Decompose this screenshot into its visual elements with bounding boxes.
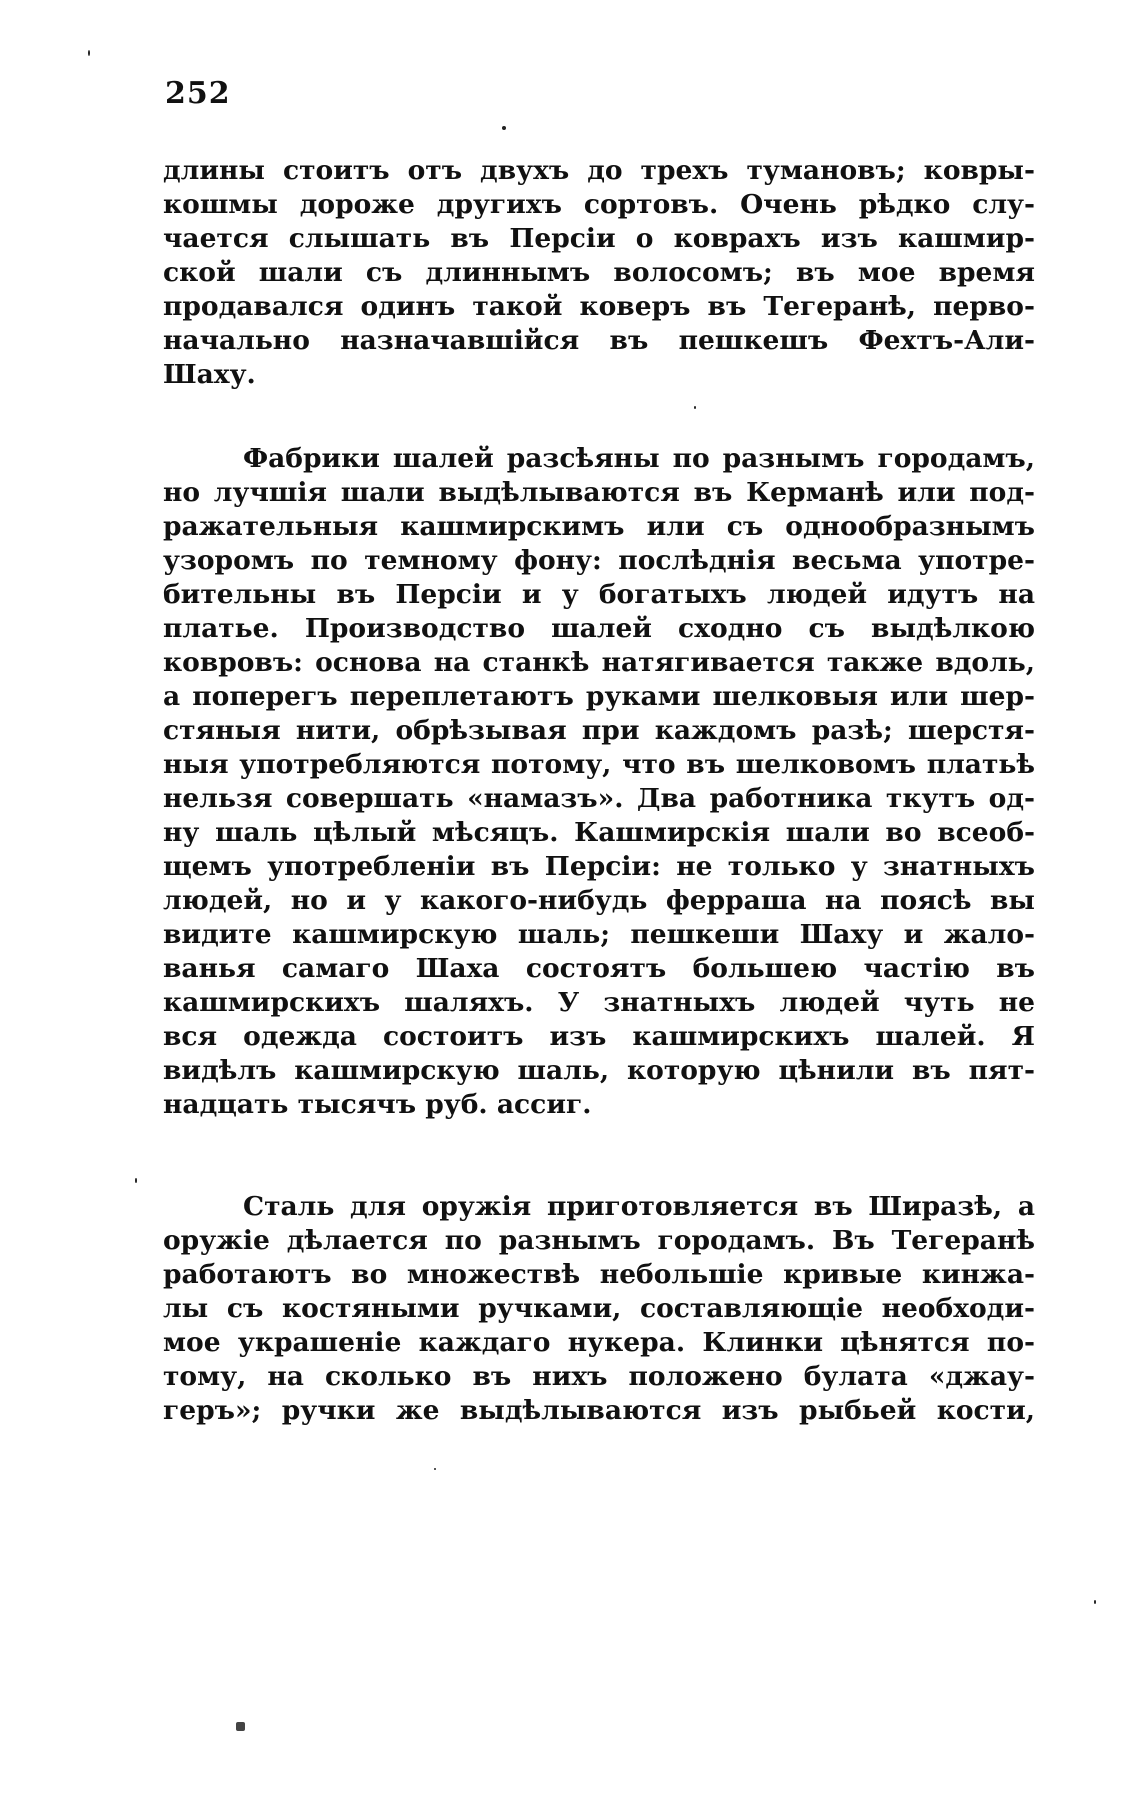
text-line: лы съ костяными ручками, составляющіе необходи- [163, 1293, 1035, 1324]
text-line: надцать тысячъ руб. ассиг. [163, 1089, 592, 1120]
text-line: кошмы дороже другихъ сортовъ. Очень рѣдко слу- [163, 189, 1035, 220]
scan-speck [236, 1722, 245, 1731]
text-line: людей, но и у какого-нибудь ферраша на поясѣ вы [163, 885, 1035, 916]
text-line: ской шали съ длиннымъ волосомъ; въ мое время [163, 257, 1035, 288]
text-line: ковровъ: основа на станкѣ натягивается также вдоль, [163, 647, 1035, 678]
text-line: Сталь для оружія приготовляется въ Ширазѣ, а [243, 1191, 1035, 1222]
text-line: бительны въ Персіи и у богатыхъ людей идутъ на [163, 579, 1035, 610]
text-line: стяныя нити, обрѣзывая при каждомъ разѣ; шерстя- [163, 715, 1035, 746]
scan-speck [694, 406, 696, 409]
scan-speck [88, 50, 90, 56]
text-line: тому, на сколько въ нихъ положено булата «джау- [163, 1361, 1035, 1392]
text-line: узоромъ по темному фону: послѣднія весьма употре- [163, 545, 1035, 576]
text-line: длины стоитъ отъ двухъ до трехъ тумановъ; ковры- [163, 155, 1035, 186]
scan-speck [135, 1178, 137, 1183]
text-line: вся одежда состоитъ изъ кашмирскихъ шалей. Я [163, 1021, 1035, 1052]
text-line: ванья самаго Шаха состоятъ большею частію въ [163, 953, 1035, 984]
scan-speck [434, 1468, 436, 1470]
text-line: ражательныя кашмирскимъ или съ однообразнымъ [163, 511, 1035, 542]
text-line: но лучшія шали выдѣлываются въ Керманѣ или под- [163, 477, 1035, 508]
text-line: а поперегъ переплетаютъ руками шелковыя или шер- [163, 681, 1035, 712]
paragraph-1 [163, 154, 1035, 392]
text-line: чается слышать въ Персіи о коврахъ изъ кашмир- [163, 223, 1035, 254]
text-line: ну шаль цѣлый мѣсяцъ. Кашмирскія шали во всеоб- [163, 817, 1035, 848]
paragraph-2 [163, 442, 1035, 1122]
text-line: кашмирскихъ шаляхъ. У знатныхъ людей чуть не [163, 987, 1035, 1018]
text-line: видѣлъ кашмирскую шаль, которую цѣнили въ пят- [163, 1055, 1035, 1086]
paragraph-3 [163, 1190, 1035, 1428]
scan-speck [1094, 1600, 1096, 1604]
page-number: 252 [165, 76, 231, 111]
text-line: видите кашмирскую шаль; пешкеши Шаху и жало- [163, 919, 1035, 950]
text-line: оружіе дѣлается по разнымъ городамъ. Въ Тегеранѣ [163, 1225, 1035, 1256]
text-line: геръ»; ручки же выдѣлываются изъ рыбьей кости, [163, 1395, 1035, 1426]
text-line: продавался одинъ такой коверъ въ Тегеранѣ, перво- [163, 291, 1035, 322]
scan-speck [502, 126, 506, 130]
text-line: работаютъ во множествѣ небольшіе кривые кинжа- [163, 1259, 1035, 1290]
text-line: ныя употребляются потому, что въ шелковомъ платьѣ [163, 749, 1035, 780]
text-line: Фабрики шалей разсѣяны по разнымъ городамъ, [243, 443, 1035, 474]
text-line: щемъ употребленіи въ Персіи: не только у знатныхъ [163, 851, 1035, 882]
text-line: мое украшеніе каждаго нукера. Клинки цѣнятся по- [163, 1327, 1035, 1358]
text-line: начально назначавшійся въ пешкешъ Фехтъ-Али- [163, 325, 1035, 356]
text-line: платье. Производство шалей сходно съ выдѣлкою [163, 613, 1035, 644]
text-line: Шаху. [163, 359, 256, 390]
text-line: нельзя совершать «намазъ». Два работника ткутъ од- [163, 783, 1035, 814]
